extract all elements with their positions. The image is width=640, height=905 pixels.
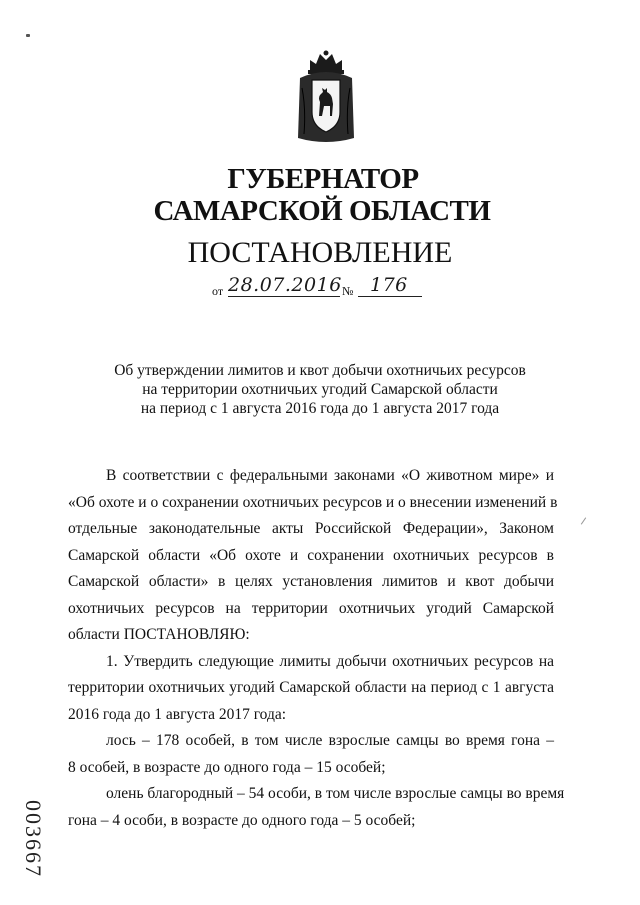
body-line: области ПОСТАНОВЛЯЮ: xyxy=(68,626,250,643)
body-line: В соответствии с федеральными законами «О животном мире» и xyxy=(106,467,554,484)
date-prefix: от xyxy=(212,284,224,298)
handwritten-date: 28.07.2016 xyxy=(228,274,342,296)
body-line: олень благородный – 54 особи, в том числе взрослые самцы во время xyxy=(106,785,565,802)
document-type-heading: ПОСТАНОВЛЕНИЕ xyxy=(187,236,453,269)
subject-line: на территории охотничьих угодий Самарской области xyxy=(142,381,498,398)
body-line: гона – 4 особи, в возрасте до одного года – 5 особей; xyxy=(68,811,416,829)
body-line: 2016 года до 1 августа 2017 года: xyxy=(68,705,287,723)
date-underline xyxy=(228,296,340,297)
number-underline xyxy=(358,296,422,297)
body-line: лось – 178 особей, в том числе взрослые самцы во время гона – xyxy=(106,732,554,749)
body-line: 1. Утвердить следующие лимиты добычи охотничьих ресурсов на xyxy=(106,652,554,670)
decree-body xyxy=(68,463,565,834)
handwritten-number: 176 xyxy=(370,274,408,296)
subject-line: на период с 1 августа 2016 года до 1 августа 2017 года xyxy=(140,400,500,417)
scan-mark xyxy=(26,34,30,37)
decree-subject xyxy=(0,361,640,418)
body-line: охотничьих ресурсов на территории охотничьих угодий Самарской xyxy=(68,599,554,617)
issuer-title-line1: ГУБЕРНАТОР xyxy=(227,163,419,195)
subject-line: Об утверждении лимитов и квот добычи охотничьих ресурсов xyxy=(114,362,526,379)
body-line: 8 особей, в возрасте до одного года – 15 особей; xyxy=(68,758,386,776)
number-prefix: № xyxy=(342,284,354,298)
body-line: отдельные законодательные акты Российской Федерации», Законом xyxy=(68,520,554,537)
issuer-title-line2: САМАРСКОЙ ОБЛАСТИ xyxy=(153,195,491,227)
registration-number: 003667 xyxy=(21,800,46,878)
coat-of-arms-emblem xyxy=(296,48,356,148)
body-line: территории охотничьих угодий Самарской области на период с 1 августа xyxy=(68,679,554,696)
scan-mark xyxy=(581,517,586,524)
body-line: «Об охоте и о сохранении охотничьих ресурсов и о внесении изменений в xyxy=(68,493,558,511)
body-line: Самарской области «Об охоте и сохранении охотничьих ресурсов в xyxy=(68,546,554,564)
body-line: Самарской области» в целях установления лимитов и квот добычи xyxy=(68,573,554,590)
